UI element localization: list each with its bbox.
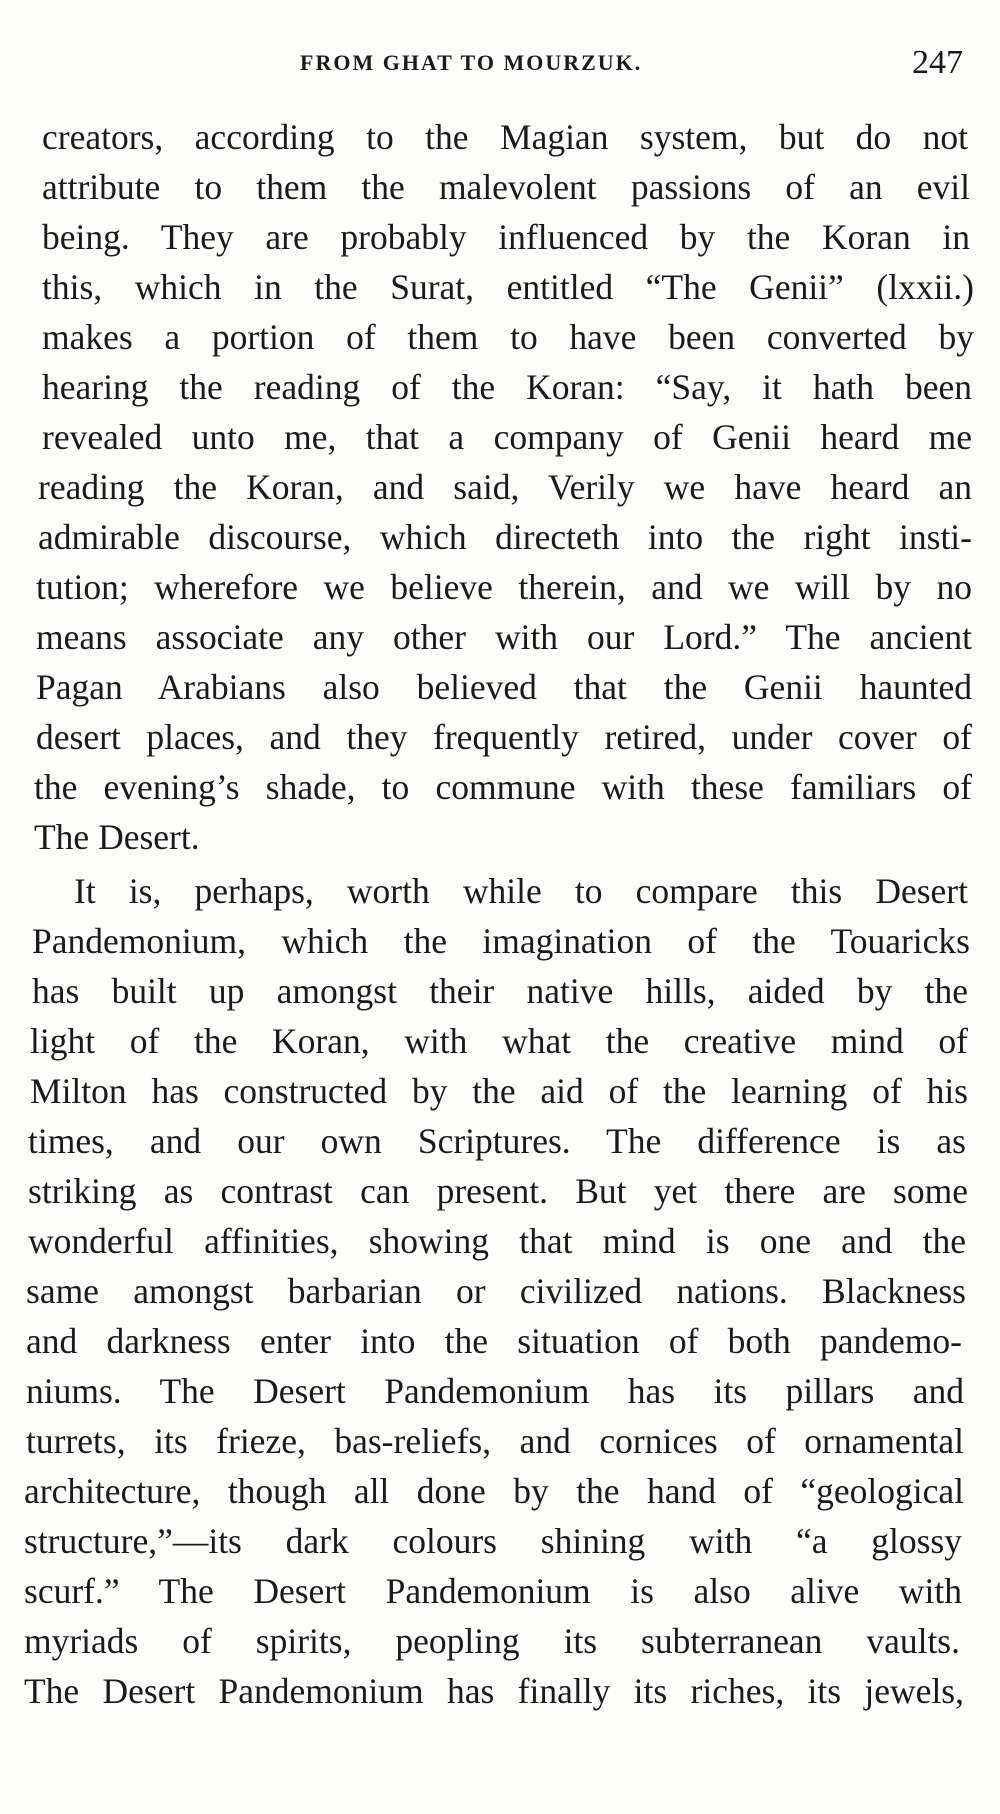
text-line: this, which in the Surat, entitled “The Genii” (lxxii.): [42, 267, 974, 307]
text-line: wonderful affinities, showing that mind is one and the: [28, 1221, 966, 1261]
text-line: makes a portion of them to have been converted by: [42, 317, 974, 357]
text-line: Pandemonium, which the imagination of the Touaricks: [32, 921, 970, 961]
text-line: The Desert.: [34, 817, 200, 857]
text-line: Pagan Arabians also believed that the Genii haunted: [36, 667, 972, 707]
text-line: same amongst barbarian or civilized nations. Blackness: [26, 1271, 966, 1311]
text-line: times, and our own Scriptures. The difference is as: [28, 1121, 966, 1161]
text-line: revealed unto me, that a company of Genii heard me: [42, 417, 972, 457]
text-line: Milton has constructed by the aid of the learning of his: [30, 1071, 968, 1111]
text-line: desert places, and they frequently retired, under cover of: [36, 717, 972, 757]
text-line: structure,”—its dark colours shining with “a glossy: [24, 1521, 962, 1561]
text-line: architecture, though all done by the hand of “geological: [24, 1471, 964, 1511]
text-line: scurf.” The Desert Pandemonium is also alive with: [24, 1571, 962, 1611]
text-line: The Desert Pandemonium has finally its riches, its jewels,: [24, 1671, 964, 1711]
text-line: means associate any other with our Lord.” The ancient: [36, 617, 972, 657]
text-line: turrets, its frieze, bas-reliefs, and cornices of ornamental: [26, 1421, 964, 1461]
text-line: the evening’s shade, to commune with these familiars of: [34, 767, 972, 807]
text-line: attribute to them the malevolent passions of an evil: [42, 167, 970, 207]
text-line: and darkness enter into the situation of both pandemo-: [26, 1321, 962, 1361]
page-number: 247: [912, 44, 963, 81]
text-line: myriads of spirits, peopling its subterranean vaults.: [24, 1621, 960, 1661]
text-line: being. They are probably influenced by the Koran in: [42, 217, 970, 257]
running-head: [0, 44, 1000, 84]
text-line: striking as contrast can present. But yet there are some: [28, 1171, 968, 1211]
text-line: light of the Koran, with what the creative mind of: [30, 1021, 968, 1061]
text-line: creators, according to the Magian system, but do not: [42, 117, 968, 157]
text-line: hearing the reading of the Koran: “Say, it hath been: [42, 367, 972, 407]
text-line: reading the Koran, and said, Verily we have heard an: [38, 467, 972, 507]
text-line: niums. The Desert Pandemonium has its pillars and: [26, 1371, 964, 1411]
text-line: It is, perhaps, worth while to compare this Desert: [74, 871, 968, 911]
text-line: has built up amongst their native hills, aided by the: [32, 971, 968, 1011]
text-line: tution; wherefore we believe therein, and we will by no: [36, 567, 972, 607]
text-line: admirable discourse, which directeth into the right insti-: [38, 517, 972, 557]
running-title: FROM GHAT TO MOURZUK.: [300, 50, 643, 75]
